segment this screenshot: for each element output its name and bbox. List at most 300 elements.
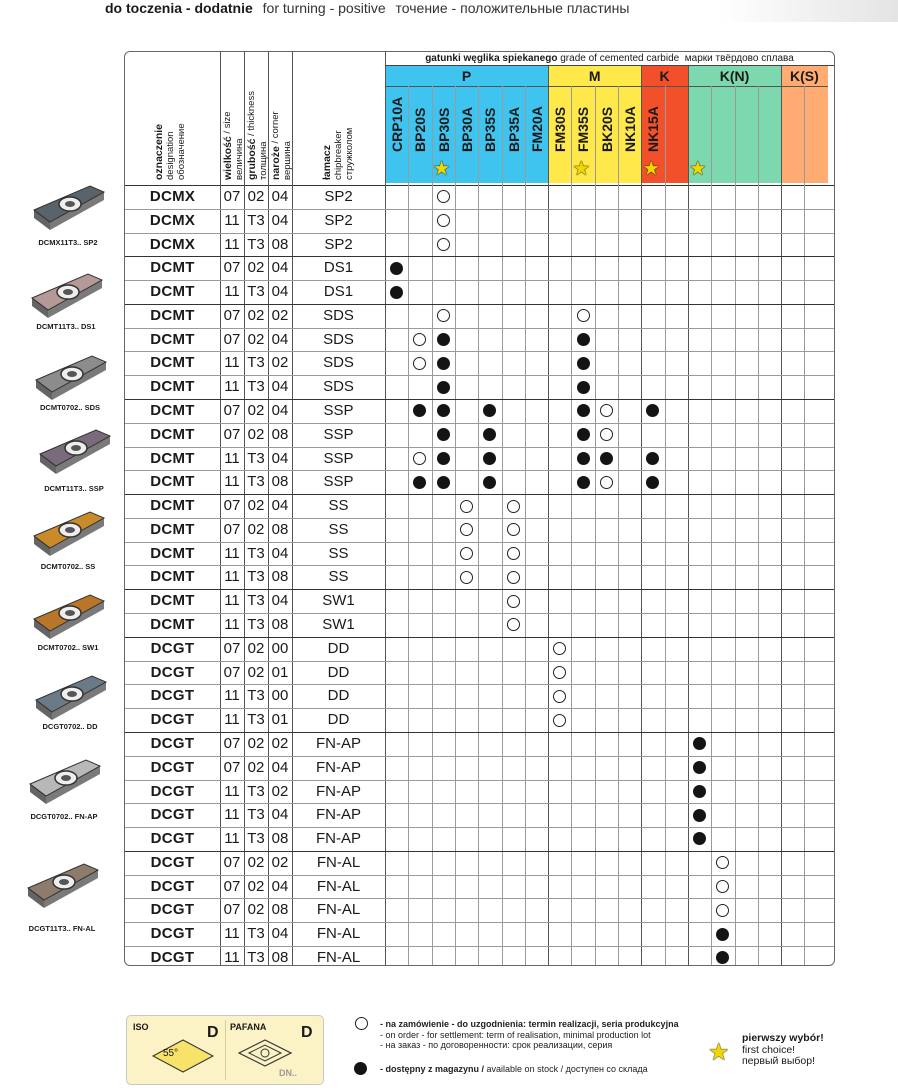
grade-column-divider xyxy=(804,86,805,965)
size-header xyxy=(222,76,245,180)
group-label: K(N) xyxy=(719,68,750,84)
row-size: 11 xyxy=(224,830,240,848)
first-choice-legend xyxy=(742,1033,824,1068)
row-designation: DCMT xyxy=(150,592,195,610)
row-size: 11 xyxy=(224,235,240,253)
row-chipbreaker: DD xyxy=(327,711,350,729)
row-designation: DCGT xyxy=(150,758,195,776)
chipbreaker-header xyxy=(321,96,355,180)
angle-label: 55° xyxy=(163,1048,179,1059)
grade-name-bp35s: BP35S xyxy=(482,107,499,152)
grade-column-divider xyxy=(641,66,642,965)
insert-label: DCGT11T3.. FN-AL xyxy=(28,924,96,933)
row-chipbreaker: SW1 xyxy=(322,616,355,634)
in-stock-marker xyxy=(646,476,659,489)
on-order-marker xyxy=(577,309,590,322)
row-thickness: 02 xyxy=(247,425,265,443)
row-corner: 02 xyxy=(271,782,289,800)
row-divider xyxy=(125,613,834,614)
size-pl: wielkość xyxy=(222,136,234,180)
on-order-marker xyxy=(507,500,520,513)
row-corner: 08 xyxy=(271,235,289,253)
in-stock-marker xyxy=(483,476,496,489)
on-order-legend xyxy=(380,1019,679,1051)
row-divider xyxy=(125,351,834,352)
in-stock-marker xyxy=(577,452,590,465)
grade-name-fm20a: FM20A xyxy=(528,106,545,152)
grade-name-nk10a: NK10A xyxy=(622,106,638,152)
grades-en: grade of cemented carbide xyxy=(560,53,680,64)
row-size: 11 xyxy=(224,782,240,800)
row-divider xyxy=(125,589,834,590)
row-thickness: T3 xyxy=(247,687,265,705)
row-size: 07 xyxy=(223,758,241,776)
grade-column-divider xyxy=(478,86,479,965)
row-corner: 08 xyxy=(271,901,289,919)
grade-name-nk15a: NK15A xyxy=(645,106,662,152)
in-stock-marker xyxy=(413,404,426,417)
row-divider xyxy=(125,209,834,210)
stock-ru: доступен со склада xyxy=(565,1064,648,1074)
row-thickness: T3 xyxy=(247,925,265,943)
row-chipbreaker: SW1 xyxy=(322,592,355,610)
row-thickness: 02 xyxy=(247,259,265,277)
grade-column-divider xyxy=(525,86,526,965)
row-divider xyxy=(125,494,834,495)
row-designation: DCMT xyxy=(150,425,195,443)
row-corner: 02 xyxy=(271,306,289,324)
row-thickness: 02 xyxy=(247,734,265,752)
insert-label: DCMT11T3.. DS1 xyxy=(36,322,96,331)
on-order-marker xyxy=(507,571,520,584)
insert-5-icon xyxy=(30,589,108,641)
row-divider xyxy=(125,304,834,305)
row-chipbreaker: FN-AL xyxy=(316,901,361,919)
row-corner: 04 xyxy=(271,497,289,515)
row-thickness: T3 xyxy=(247,473,265,491)
row-divider xyxy=(125,375,834,376)
pafana-label: PAFANA xyxy=(230,1022,267,1032)
row-designation: DCMX xyxy=(149,211,196,229)
stock-en: available on stock / xyxy=(486,1064,564,1074)
row-designation: DCMT xyxy=(150,330,195,348)
chipbreaker-en: chipbreaker xyxy=(333,130,344,180)
row-thickness: 02 xyxy=(247,497,265,515)
insert-0-icon xyxy=(30,180,108,232)
in-stock-legend xyxy=(380,1064,648,1075)
row-corner: 04 xyxy=(271,211,289,229)
row-size: 07 xyxy=(223,402,241,420)
row-divider xyxy=(125,732,834,733)
row-designation: DCMT xyxy=(150,497,195,515)
order-ru: - на заказ - по договоренности: срок реализации, серия xyxy=(380,1040,613,1050)
row-size: 11 xyxy=(224,449,240,467)
row-thickness: T3 xyxy=(247,948,265,966)
designation-ru: обозначение xyxy=(176,123,187,180)
row-designation: DCGT xyxy=(150,948,195,966)
row-size: 07 xyxy=(223,306,241,324)
on-order-marker xyxy=(460,500,473,513)
row-corner: 01 xyxy=(271,711,289,729)
in-stock-marker xyxy=(577,357,590,370)
on-order-marker xyxy=(460,547,473,560)
title-en: for turning - positive xyxy=(262,0,386,16)
size-en: / size xyxy=(222,111,233,134)
row-designation: DCMX xyxy=(149,235,196,253)
row-corner: 04 xyxy=(271,283,289,301)
grade-name-bp20s: BP20S xyxy=(412,107,429,152)
row-designation: DCMT xyxy=(150,283,195,301)
in-stock-marker xyxy=(716,951,729,964)
row-thickness: T3 xyxy=(247,616,265,634)
on-order-legend-icon xyxy=(355,1017,368,1030)
corner-en: / corner xyxy=(270,111,281,144)
row-chipbreaker: SP2 xyxy=(324,235,353,253)
row-designation: DCMT xyxy=(150,449,195,467)
row-divider xyxy=(125,898,834,899)
title-pl: do toczenia - dodatnie xyxy=(105,0,253,16)
row-corner: 08 xyxy=(271,948,289,966)
in-stock-marker xyxy=(483,404,496,417)
row-thickness: 02 xyxy=(247,877,265,895)
row-designation: DCMT xyxy=(150,473,195,491)
in-stock-marker xyxy=(693,809,706,822)
row-divider xyxy=(125,661,834,662)
row-divider xyxy=(125,399,834,400)
on-order-marker xyxy=(437,238,450,251)
row-size: 07 xyxy=(223,259,241,277)
thickness-header xyxy=(246,68,269,180)
insert-6-icon xyxy=(32,670,110,722)
row-chipbreaker: FN-AP xyxy=(316,806,361,824)
row-size: 11 xyxy=(224,473,240,491)
row-size: 11 xyxy=(224,925,240,943)
row-chipbreaker: DS1 xyxy=(323,283,354,301)
corner-ru: вершина xyxy=(282,141,293,180)
insert-3-icon xyxy=(36,424,114,476)
row-thickness: T3 xyxy=(247,283,265,301)
row-corner: 04 xyxy=(271,758,289,776)
first-pl: pierwszy wybór! xyxy=(742,1032,824,1044)
row-divider xyxy=(125,518,834,519)
legend-separator xyxy=(225,1020,226,1080)
in-stock-marker xyxy=(437,357,450,370)
row-divider xyxy=(125,684,834,685)
row-size: 11 xyxy=(224,568,240,586)
on-order-marker xyxy=(413,333,426,346)
row-size: 07 xyxy=(223,330,241,348)
in-stock-marker xyxy=(483,452,496,465)
corner-header xyxy=(270,76,293,180)
row-size: 07 xyxy=(223,497,241,515)
in-stock-marker xyxy=(437,452,450,465)
row-corner: 04 xyxy=(271,806,289,824)
row-divider xyxy=(125,423,834,424)
row-size: 07 xyxy=(223,853,241,871)
on-order-marker xyxy=(507,547,520,560)
row-designation: DCGT xyxy=(150,782,195,800)
row-corner: 08 xyxy=(271,616,289,634)
grade-column-divider xyxy=(735,86,736,965)
thickness-pl: grubość xyxy=(246,138,258,180)
on-order-marker xyxy=(716,904,729,917)
insert-4-icon xyxy=(30,506,108,558)
in-stock-marker xyxy=(577,476,590,489)
designation-pl: oznaczenie xyxy=(153,123,165,180)
first-en: first choice! xyxy=(742,1043,796,1056)
on-order-marker xyxy=(507,595,520,608)
insert-label: DCMX11T3.. SP2 xyxy=(38,238,98,247)
row-size: 07 xyxy=(223,877,241,895)
row-divider xyxy=(125,827,834,828)
row-size: 11 xyxy=(224,711,240,729)
grade-column-divider xyxy=(665,86,666,965)
row-size: 11 xyxy=(224,806,240,824)
row-size: 11 xyxy=(224,687,240,705)
row-designation: DCGT xyxy=(150,925,195,943)
grade-name-bp30a: BP30A xyxy=(458,106,475,152)
row-size: 07 xyxy=(223,734,241,752)
row-designation: DCGT xyxy=(150,853,195,871)
row-chipbreaker: SSP xyxy=(323,425,354,443)
in-stock-marker xyxy=(437,333,450,346)
row-corner: 04 xyxy=(271,402,289,420)
row-size: 11 xyxy=(224,592,240,610)
row-divider xyxy=(125,447,834,448)
grade-column-divider xyxy=(781,66,782,965)
row-chipbreaker: FN-AP xyxy=(316,782,361,800)
row-corner: 02 xyxy=(271,853,289,871)
in-stock-marker xyxy=(437,476,450,489)
row-chipbreaker: FN-AL xyxy=(316,877,361,895)
in-stock-legend-icon xyxy=(354,1062,367,1075)
in-stock-marker xyxy=(413,476,426,489)
row-chipbreaker: DD xyxy=(327,639,350,657)
on-order-marker xyxy=(600,404,613,417)
on-order-marker xyxy=(507,523,520,536)
insert-7-icon xyxy=(26,754,104,806)
grade-column-divider xyxy=(408,86,409,965)
first-choice-star-icon: ★ xyxy=(642,158,661,180)
stock-pl: - dostępny z magazynu / xyxy=(380,1064,485,1074)
in-stock-marker xyxy=(437,428,450,441)
row-size: 11 xyxy=(224,378,240,396)
row-designation: DCMT xyxy=(150,378,195,396)
row-divider xyxy=(125,780,834,781)
row-chipbreaker: FN-AP xyxy=(316,734,361,752)
row-divider xyxy=(125,542,834,543)
pafana-letter: D xyxy=(301,1024,313,1041)
in-stock-marker xyxy=(437,381,450,394)
on-order-marker xyxy=(716,856,729,869)
designation-header xyxy=(153,92,187,180)
row-thickness: T3 xyxy=(247,354,265,372)
row-designation: DCGT xyxy=(150,639,195,657)
in-stock-marker xyxy=(716,928,729,941)
row-corner: 04 xyxy=(271,259,289,277)
row-designation: DCGT xyxy=(150,687,195,705)
row-size: 11 xyxy=(224,544,240,562)
row-designation: DCMT xyxy=(150,568,195,586)
row-corner: 08 xyxy=(271,568,289,586)
row-designation: DCGT xyxy=(150,711,195,729)
row-designation: DCGT xyxy=(150,901,195,919)
group-label-divider xyxy=(385,86,548,87)
row-size: 07 xyxy=(223,639,241,657)
row-size: 11 xyxy=(224,948,240,966)
chipbreaker-pl: łamacz xyxy=(321,144,333,180)
in-stock-marker xyxy=(693,761,706,774)
row-chipbreaker: FN-AL xyxy=(316,948,361,966)
grades-top-line xyxy=(385,65,834,66)
row-designation: DCGT xyxy=(150,663,195,681)
row-thickness: 02 xyxy=(247,402,265,420)
row-chipbreaker: SP2 xyxy=(324,188,353,205)
row-designation: DCMT xyxy=(150,259,195,277)
row-divider xyxy=(125,946,834,947)
group-label: K(S) xyxy=(790,68,819,84)
row-size: 11 xyxy=(224,616,240,634)
row-thickness: 02 xyxy=(247,188,265,205)
row-corner: 04 xyxy=(271,330,289,348)
row-chipbreaker: SSP xyxy=(323,473,354,491)
row-thickness: 02 xyxy=(247,520,265,538)
group-label: P xyxy=(461,68,472,84)
group-label: M xyxy=(588,68,601,84)
row-thickness: 02 xyxy=(247,306,265,324)
on-order-marker xyxy=(413,357,426,370)
row-chipbreaker: SSP xyxy=(323,449,354,467)
row-divider xyxy=(125,708,834,709)
row-thickness: T3 xyxy=(247,449,265,467)
row-corner: 08 xyxy=(271,425,289,443)
on-order-marker xyxy=(600,476,613,489)
row-divider xyxy=(125,328,834,329)
grade-column-divider xyxy=(502,86,503,965)
grade-column-divider xyxy=(618,86,619,965)
row-corner: 08 xyxy=(271,830,289,848)
on-order-marker xyxy=(553,714,566,727)
grades-pl: gatunki węglika spiekanego xyxy=(425,53,558,64)
row-thickness: T3 xyxy=(247,782,265,800)
row-thickness: T3 xyxy=(247,378,265,396)
row-chipbreaker: DD xyxy=(327,687,350,705)
insert-2-icon xyxy=(32,350,110,402)
on-order-marker xyxy=(600,428,613,441)
grade-name-bk20s: BK20S xyxy=(598,106,615,152)
row-chipbreaker: DS1 xyxy=(323,259,354,277)
row-divider xyxy=(125,470,834,471)
row-chipbreaker: SP2 xyxy=(324,211,353,229)
chipbreaker-ru: стружколом xyxy=(344,127,355,180)
iso-label: ISO xyxy=(133,1022,149,1032)
size-ru: величина xyxy=(234,138,245,180)
in-stock-marker xyxy=(577,404,590,417)
in-stock-marker xyxy=(693,832,706,845)
row-thickness: T3 xyxy=(247,235,265,253)
pafana-insert-icon xyxy=(235,1036,295,1070)
insert-label: DCMT11T3.. SSP xyxy=(44,484,104,493)
row-divider xyxy=(125,637,834,638)
in-stock-marker xyxy=(390,286,403,299)
row-thickness: T3 xyxy=(247,592,265,610)
row-chipbreaker: SS xyxy=(328,568,349,586)
grade-column-divider xyxy=(758,86,759,965)
thickness-ru: толщина xyxy=(258,141,269,180)
grades-ru: марки твёрдово сплава xyxy=(684,53,794,64)
in-stock-marker xyxy=(600,452,613,465)
row-size: 11 xyxy=(224,211,240,229)
row-size: 11 xyxy=(224,283,240,301)
shape-legend xyxy=(126,1015,324,1085)
row-corner: 04 xyxy=(271,449,289,467)
row-corner: 02 xyxy=(271,734,289,752)
insert-label: DCMT0702.. SS xyxy=(40,562,96,571)
grades-header xyxy=(385,52,834,65)
row-designation: DCMT xyxy=(150,306,195,324)
first-choice-star-icon: ★ xyxy=(572,158,591,180)
title-ru: точение - положительные пластины xyxy=(395,0,630,16)
row-chipbreaker: SDS xyxy=(323,330,354,348)
thickness-en: / thickness xyxy=(246,91,257,136)
group-label: K xyxy=(659,68,670,84)
row-chipbreaker: SS xyxy=(328,544,349,562)
row-divider xyxy=(125,922,834,923)
row-corner: 01 xyxy=(271,663,289,681)
on-order-marker xyxy=(716,880,729,893)
on-order-marker xyxy=(507,618,520,631)
row-designation: DCGT xyxy=(150,806,195,824)
row-corner: 04 xyxy=(271,188,289,205)
grade-column-divider xyxy=(595,86,596,965)
grade-name-fm30s: FM30S xyxy=(552,106,569,152)
row-corner: 00 xyxy=(271,639,289,657)
in-stock-marker xyxy=(693,737,706,750)
row-chipbreaker: DD xyxy=(327,663,350,681)
on-order-marker xyxy=(460,571,473,584)
grade-name-bp30s: BP30S xyxy=(435,107,452,152)
row-divider xyxy=(125,256,834,257)
corner-pl: naroże xyxy=(270,146,282,180)
row-corner: 02 xyxy=(271,354,289,372)
row-thickness: T3 xyxy=(247,806,265,824)
row-chipbreaker: FN-AL xyxy=(316,853,361,871)
row-designation: DCMT xyxy=(150,402,195,420)
row-size: 07 xyxy=(223,188,241,205)
row-corner: 08 xyxy=(271,473,289,491)
row-divider xyxy=(125,851,834,852)
first-ru: первый выбор! xyxy=(742,1055,816,1067)
row-chipbreaker: SDS xyxy=(323,306,354,324)
row-designation: DCMX xyxy=(149,188,196,205)
row-divider xyxy=(125,875,834,876)
row-thickness: 02 xyxy=(247,901,265,919)
row-size: 07 xyxy=(223,425,241,443)
row-corner: 04 xyxy=(271,544,289,562)
row-chipbreaker: SDS xyxy=(323,354,354,372)
row-size: 07 xyxy=(223,901,241,919)
row-corner: 08 xyxy=(271,520,289,538)
row-thickness: T3 xyxy=(247,544,265,562)
row-thickness: T3 xyxy=(247,211,265,229)
grade-column-divider xyxy=(711,86,712,965)
row-chipbreaker: SS xyxy=(328,497,349,515)
insert-8-icon xyxy=(24,858,102,910)
in-stock-marker xyxy=(577,333,590,346)
on-order-marker xyxy=(553,666,566,679)
in-stock-marker xyxy=(693,785,706,798)
in-stock-marker xyxy=(577,428,590,441)
